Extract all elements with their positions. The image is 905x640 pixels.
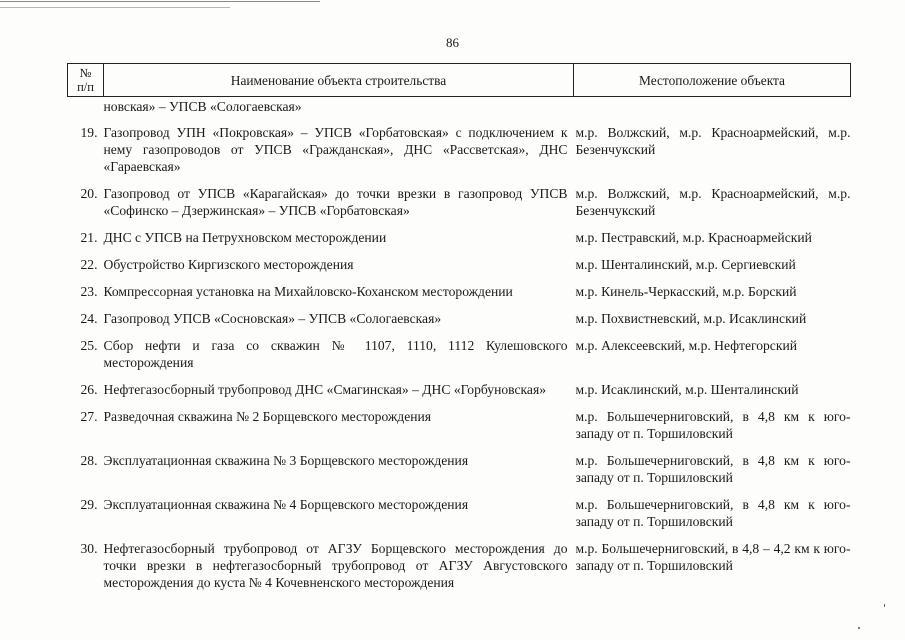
row-number: 19. xyxy=(80,125,98,140)
row-number: 20. xyxy=(80,186,98,201)
table-row xyxy=(68,332,851,376)
row-object-location: м.р. Похвистневский, м.р. Исаклинский xyxy=(575,311,807,326)
row-object-name: ДНС с УПСВ на Петрухновском месторождении xyxy=(103,230,387,245)
table-row xyxy=(68,305,851,332)
row-object-location: м.р. Исаклинский, м.р. Шенталинский xyxy=(575,382,799,397)
row-object-location: м.р. Большечерниговский, в 4,8 км к юго-западу от п. Торшиловский xyxy=(575,497,851,529)
header-object-name: Наименование объекта строительства xyxy=(104,64,574,97)
scan-speck xyxy=(858,627,860,629)
row-object-name: Газопровод от УПСВ «Карагайская» до точки врезки в газопровод УПСВ «Софинско – Дзержинская» – УПСВ «Горбатовская» xyxy=(103,186,568,218)
table-row xyxy=(68,403,851,447)
row-number: 27. xyxy=(80,409,98,424)
table-row xyxy=(68,491,851,535)
row-number: 30. xyxy=(80,541,98,556)
row-object-name: Эксплуатационная скважина № 3 Борщевского месторождения xyxy=(103,453,469,468)
header-number-symbol: № xyxy=(79,66,92,80)
row-object-location: м.р. Волжский, м.р. Красноармейский, м.р. Безенчукский xyxy=(575,186,851,218)
continuation-row xyxy=(68,97,851,120)
row-number: 26. xyxy=(80,382,98,397)
row-object-location: м.р. Алексеевский, м.р. Нефтегорский xyxy=(575,338,797,353)
row-number: 21. xyxy=(80,230,98,245)
row-object-name: Нефтегазосборный трубопровод ДНС «Смагинская» – ДНС «Горбуновская» xyxy=(103,382,547,397)
table-header xyxy=(68,64,851,97)
header-number-abbr: п/п xyxy=(77,80,94,94)
row-object-location: м.р. Волжский, м.р. Красноармейский, м.р. Безенчукский xyxy=(575,125,851,157)
construction-objects-table xyxy=(67,63,851,596)
scan-speck xyxy=(884,604,885,607)
table-row xyxy=(68,180,851,224)
row-object-name: Нефтегазосборный трубопровод от АГЗУ Борщевского месторождения до точки врезки в нефтегазосборный трубопровод от АГЗУ Августовского месторождения до куста № 4 Кочевненского месторождения xyxy=(103,541,568,590)
page-number: 86 xyxy=(446,35,459,50)
row-object-location: м.р. Большечерниговский, в 4,8 – 4,2 км к юго-западу от п. Торшиловский xyxy=(575,541,851,573)
row-number: 22. xyxy=(80,257,98,272)
row-object-location: м.р. Шенталинский, м.р. Сергиевский xyxy=(575,257,796,272)
row-number: 28. xyxy=(80,453,98,468)
row-object-name: Газопровод УПН «Покровская» – УПСВ «Горбатовская» с подключением к нему газопроводов от УПСВ «Гражданская», ДНС «Рассветская», ДНС «Гараевская» xyxy=(103,125,568,174)
header-number xyxy=(68,64,104,97)
scan-artifact-line xyxy=(0,7,230,8)
row-object-name: Компрессорная установка на Михайловско-Коханском месторождении xyxy=(103,284,513,299)
table-row xyxy=(68,278,851,305)
row-number: 25. xyxy=(80,338,98,353)
row-object-name: Сбор нефти и газа со скважин № 1107, 1110, 1112 Кулешовского месторождения xyxy=(103,338,568,370)
continuation-number xyxy=(68,97,104,120)
row-object-name: Разведочная скважина № 2 Борщевского месторождения xyxy=(103,409,432,424)
row-object-location: м.р. Кинель-Черкасский, м.р. Борский xyxy=(575,284,797,299)
continuation-name: новская» – УПСВ «Сологаевская» xyxy=(103,99,302,114)
row-object-location: м.р. Большечерниговский, в 4,8 км к юго-западу от п. Торшиловский xyxy=(575,453,851,485)
row-number: 29. xyxy=(80,497,98,512)
scan-artifact-line xyxy=(0,1,320,2)
row-object-location: м.р. Пестравский, м.р. Красноармейский xyxy=(575,230,812,245)
row-object-name: Обустройство Киргизского месторождения xyxy=(103,257,354,272)
continuation-location xyxy=(574,97,851,120)
table-row xyxy=(68,535,851,596)
table-body xyxy=(68,97,851,597)
row-object-name: Эксплуатационная скважина № 4 Борщевского месторождения xyxy=(103,497,469,512)
table-row xyxy=(68,119,851,180)
row-number: 24. xyxy=(80,311,98,326)
row-number: 23. xyxy=(80,284,98,299)
row-object-name: Газопровод УПСВ «Сосновская» – УПСВ «Сологаевская» xyxy=(103,311,442,326)
table-row xyxy=(68,447,851,491)
row-object-location: м.р. Большечерниговский, в 4,8 км к юго-западу от п. Торшиловский xyxy=(575,409,851,441)
table-row xyxy=(68,224,851,251)
table-row xyxy=(68,376,851,403)
header-object-location: Местоположение объекта xyxy=(574,64,851,97)
table-row xyxy=(68,251,851,278)
